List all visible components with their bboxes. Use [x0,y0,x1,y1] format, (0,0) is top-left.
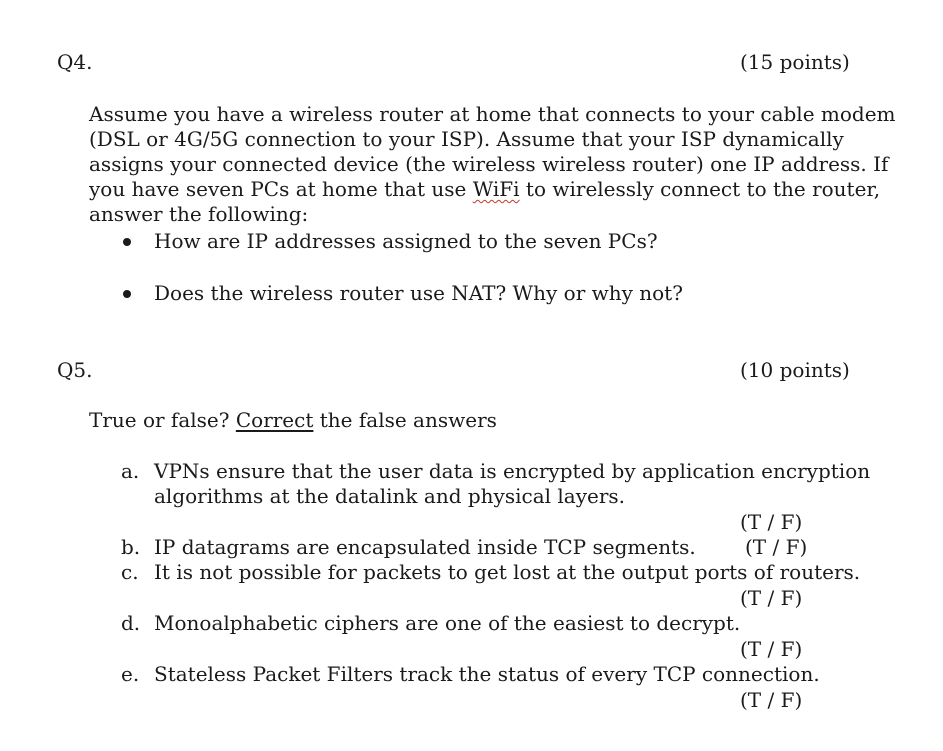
bullet-dot [123,290,131,298]
q4-paragraph-part1: Assume you have a wireless router at home that connects to your cable modem (DSL or 4G/5G connection to your ISP). Assume that your ISP dynamically assigns your connected device (the wireless wireless router) one IP address. If you have seven PCs at home that use [89,102,896,201]
item-e-marker: e. [121,662,140,686]
q5-points: (10 points) [740,358,850,382]
item-e-line1: Stateless Packet Filters track the status of every TCP connection. [154,662,820,686]
q4-paragraph-part2: to wirelessly connect to the router, answer the following: [89,177,881,226]
item-c-marker: c. [121,560,139,584]
tf-answer-c: (T / F) [740,586,803,610]
q5-label: Q5. [57,358,93,382]
q5-intro-start: True or false? [89,408,230,432]
item-a-line1: VPNs ensure that the user data is encrypted by application encryption [154,459,871,483]
item-c-line1: It is not possible for packets to get lost at the output ports of routers. [154,560,861,584]
tf-answer-b: (T / F) [745,535,808,559]
tf-answer-d: (T / F) [740,637,803,661]
q4-bullet-2: Does the wireless router use NAT? Why or why not? [154,281,683,305]
item-a-line2: algorithms at the datalink and physical layers. [154,484,626,508]
item-d-marker: d. [121,611,141,635]
item-b-line1: IP datagrams are encapsulated inside TCP segments. [154,535,696,559]
item-b-marker: b. [121,535,141,559]
q5-intro [89,408,497,433]
item-d-line1: Monoalphabetic ciphers are one of the easiest to decrypt. [154,611,741,635]
q4-spellcheck-word: WiFi [472,177,520,201]
q5-intro-rest: the false answers [319,408,497,432]
q4-bullet-1: How are IP addresses assigned to the seven PCs? [154,229,658,253]
q4-paragraph [89,102,919,227]
item-a-marker: a. [121,459,140,483]
q4-label: Q4. [57,50,93,74]
q4-points: (15 points) [740,50,850,74]
q5-intro-underlined: Correct [235,408,314,432]
tf-answer-a: (T / F) [740,510,803,534]
tf-answer-e: (T / F) [740,688,803,712]
bullet-dot [123,238,131,246]
